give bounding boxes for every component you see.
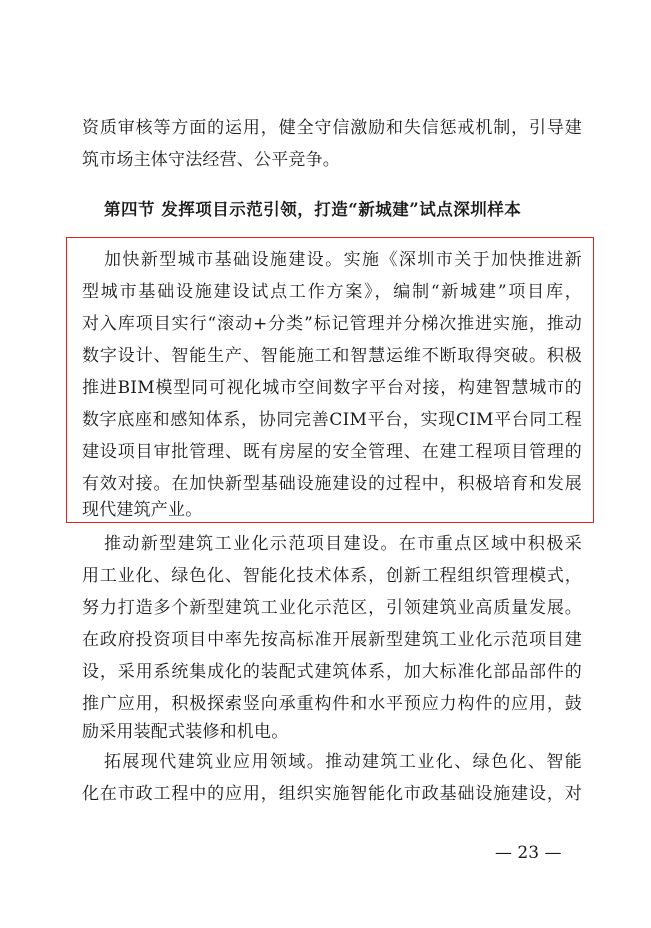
text-line: 数字设计、智能生产、智能施工和智慧运维不断取得突破。积极 bbox=[82, 346, 582, 366]
text-line: 推广应用，积极探索竖向承重构件和水平预应力构件的应用，鼓 bbox=[82, 694, 582, 714]
text-line: 对入库项目实行“滚动+分类”标记管理并分梯次推进实施，推动 bbox=[82, 314, 582, 334]
text-line: 有效对接。在加快新型基础设施建设的过程中，积极培育和发展 bbox=[82, 474, 582, 494]
text-line: 加快新型城市基础设施建设。实施《深圳市关于加快推进新 bbox=[104, 250, 582, 270]
text-line: 型城市基础设施建设试点工作方案》，编制“新城建”项目库， bbox=[82, 282, 582, 302]
text-line: 资质审核等方面的运用，健全守信激励和失信惩戒机制，引导建 bbox=[82, 118, 582, 138]
text-line: 励采用装配式装修和机电。 bbox=[82, 722, 289, 742]
text-line: 在政府投资项目中率先按高标准开展新型建筑工业化示范项目建 bbox=[82, 630, 582, 650]
page-number: — 23 — bbox=[495, 843, 562, 863]
text-line: 数字底座和感知体系，协同完善CIM平台，实现CIM平台同工程 bbox=[82, 410, 582, 430]
text-line: 现代建筑产业。 bbox=[82, 500, 203, 520]
text-line: 建设项目审批管理、既有房屋的安全管理、在建工程项目管理的 bbox=[82, 442, 582, 462]
section-heading: 第四节 发挥项目示范引领，打造“新城建”试点深圳样本 bbox=[104, 200, 522, 219]
text-line: 化在市政工程中的应用，组织实施智能化市政基础设施建设，对 bbox=[82, 784, 582, 804]
text-line: 努力打造多个新型建筑工业化示范区，引领建筑业高质量发展。 bbox=[82, 598, 582, 618]
text-line: 设，采用系统集成化的装配式建筑体系，加大标准化部品部件的 bbox=[82, 662, 582, 682]
text-line: 拓展现代建筑业应用领域。推动建筑工业化、绿色化、智能 bbox=[104, 752, 582, 772]
text-line: 筑市场主体守法经营、公平竞争。 bbox=[82, 150, 340, 170]
text-line: 推进BIM模型同可视化城市空间数字平台对接，构建智慧城市的 bbox=[82, 378, 582, 398]
text-line: 用工业化、绿色化、智能化技术体系，创新工程组织管理模式， bbox=[82, 566, 582, 586]
text-line: 推动新型建筑工业化示范项目建设。在市重点区域中积极采 bbox=[104, 534, 582, 554]
